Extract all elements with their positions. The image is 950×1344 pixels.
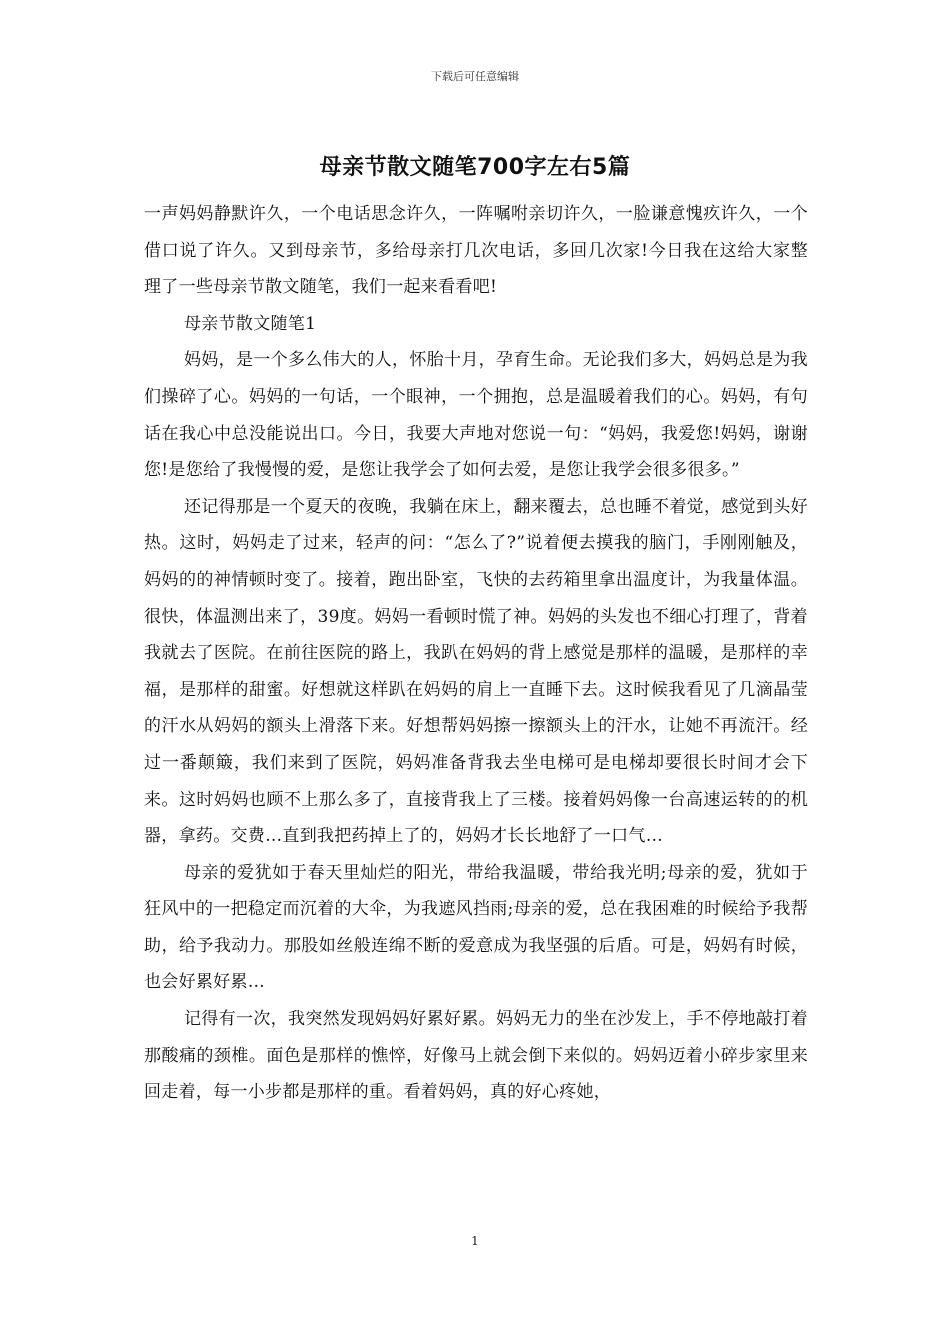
- page-number: 1: [471, 1234, 479, 1248]
- body-paragraph: 还记得那是一个夏天的夜晚，我躺在床上，翻来覆去，总也睡不着觉，感觉到头好热。这时，妈妈走了过来，轻声的问：“怎么了?”说着便去摸我的脑门，手刚刚触及，妈妈的的神情顿时变了。接着，跑出卧室，飞快的去药箱里拿出温度计，为我量体温。很快，体温测出来了，39度。妈妈一看顿时慌了神。妈妈的头发也不细心打理了，背着我就去了医院。在前往医院的路上，我趴在妈妈的背上感觉是那样的温暖，是那样的幸福，是那样的甜蜜。好想就这样趴在妈妈的肩上一直睡下去。这时候我看见了几滴晶莹的汗水从妈妈的额头上滑落下来。好想帮妈妈擦一擦额头上的汗水，让她不再流汗。经过一番颠簸，我们来到了医院，妈妈准备背我去坐电梯可是电梯却要很长时间才会下来。这时妈妈也顾不上那么多了，直接背我上了三楼。接着妈妈像一台高速运转的的机器，拿药。交费…直到我把药掉上了的，妈妈才长长地舒了一口气…: [144, 496, 808, 847]
- section-heading: 母亲节散文随笔1: [184, 313, 317, 334]
- page-header: 下载后可任意编辑: [431, 70, 519, 83]
- body-paragraph: 妈妈，是一个多么伟大的人，怀胎十月，孕育生命。无论我们多大，妈妈总是为我们操碎了心。妈妈的一句话，一个眼神，一个拥抱，总是温暖着我们的心。妈妈，有句话在我心中总没能说出口。今日，我要大声地对您说一句：“妈妈，我爱您!妈妈，谢谢您!是您给了我慢慢的爱，是您让我学会了如何去爱，是您让我学会很多很多。”: [144, 350, 808, 481]
- document-body: [144, 196, 808, 1111]
- document-title: 母亲节散文随笔700字左右5篇: [319, 155, 631, 180]
- intro-paragraph: 一声妈妈静默许久，一个电话思念许久，一阵嘱咐亲切许久，一脸谦意愧疚许久，一个借口说了许久。又到母亲节，多给母亲打几次电话，多回几次家!今日我在这给大家整理了一些母亲节散文随笔，我们一起来看看吧!: [144, 204, 808, 298]
- body-paragraph: 母亲的爱犹如于春天里灿烂的阳光，带给我温暖，带给我光明;母亲的爱，犹如于狂风中的一把稳定而沉着的大伞，为我遮风挡雨;母亲的爱，总在我困难的时候给予我帮助，给予我动力。那股如丝般连绵不断的爱意成为我坚强的后盾。可是，妈妈有时候，也会好累好累…: [144, 862, 808, 993]
- body-paragraph: 记得有一次，我突然发现妈妈好累好累。妈妈无力的坐在沙发上，手不停地敲打着那酸痛的颈椎。面色是那样的憔悴，好像马上就会倒下来似的。妈妈迈着小碎步家里来回走着，每一小步都是那样的重。看着妈妈，真的好心疼她，: [144, 1009, 808, 1103]
